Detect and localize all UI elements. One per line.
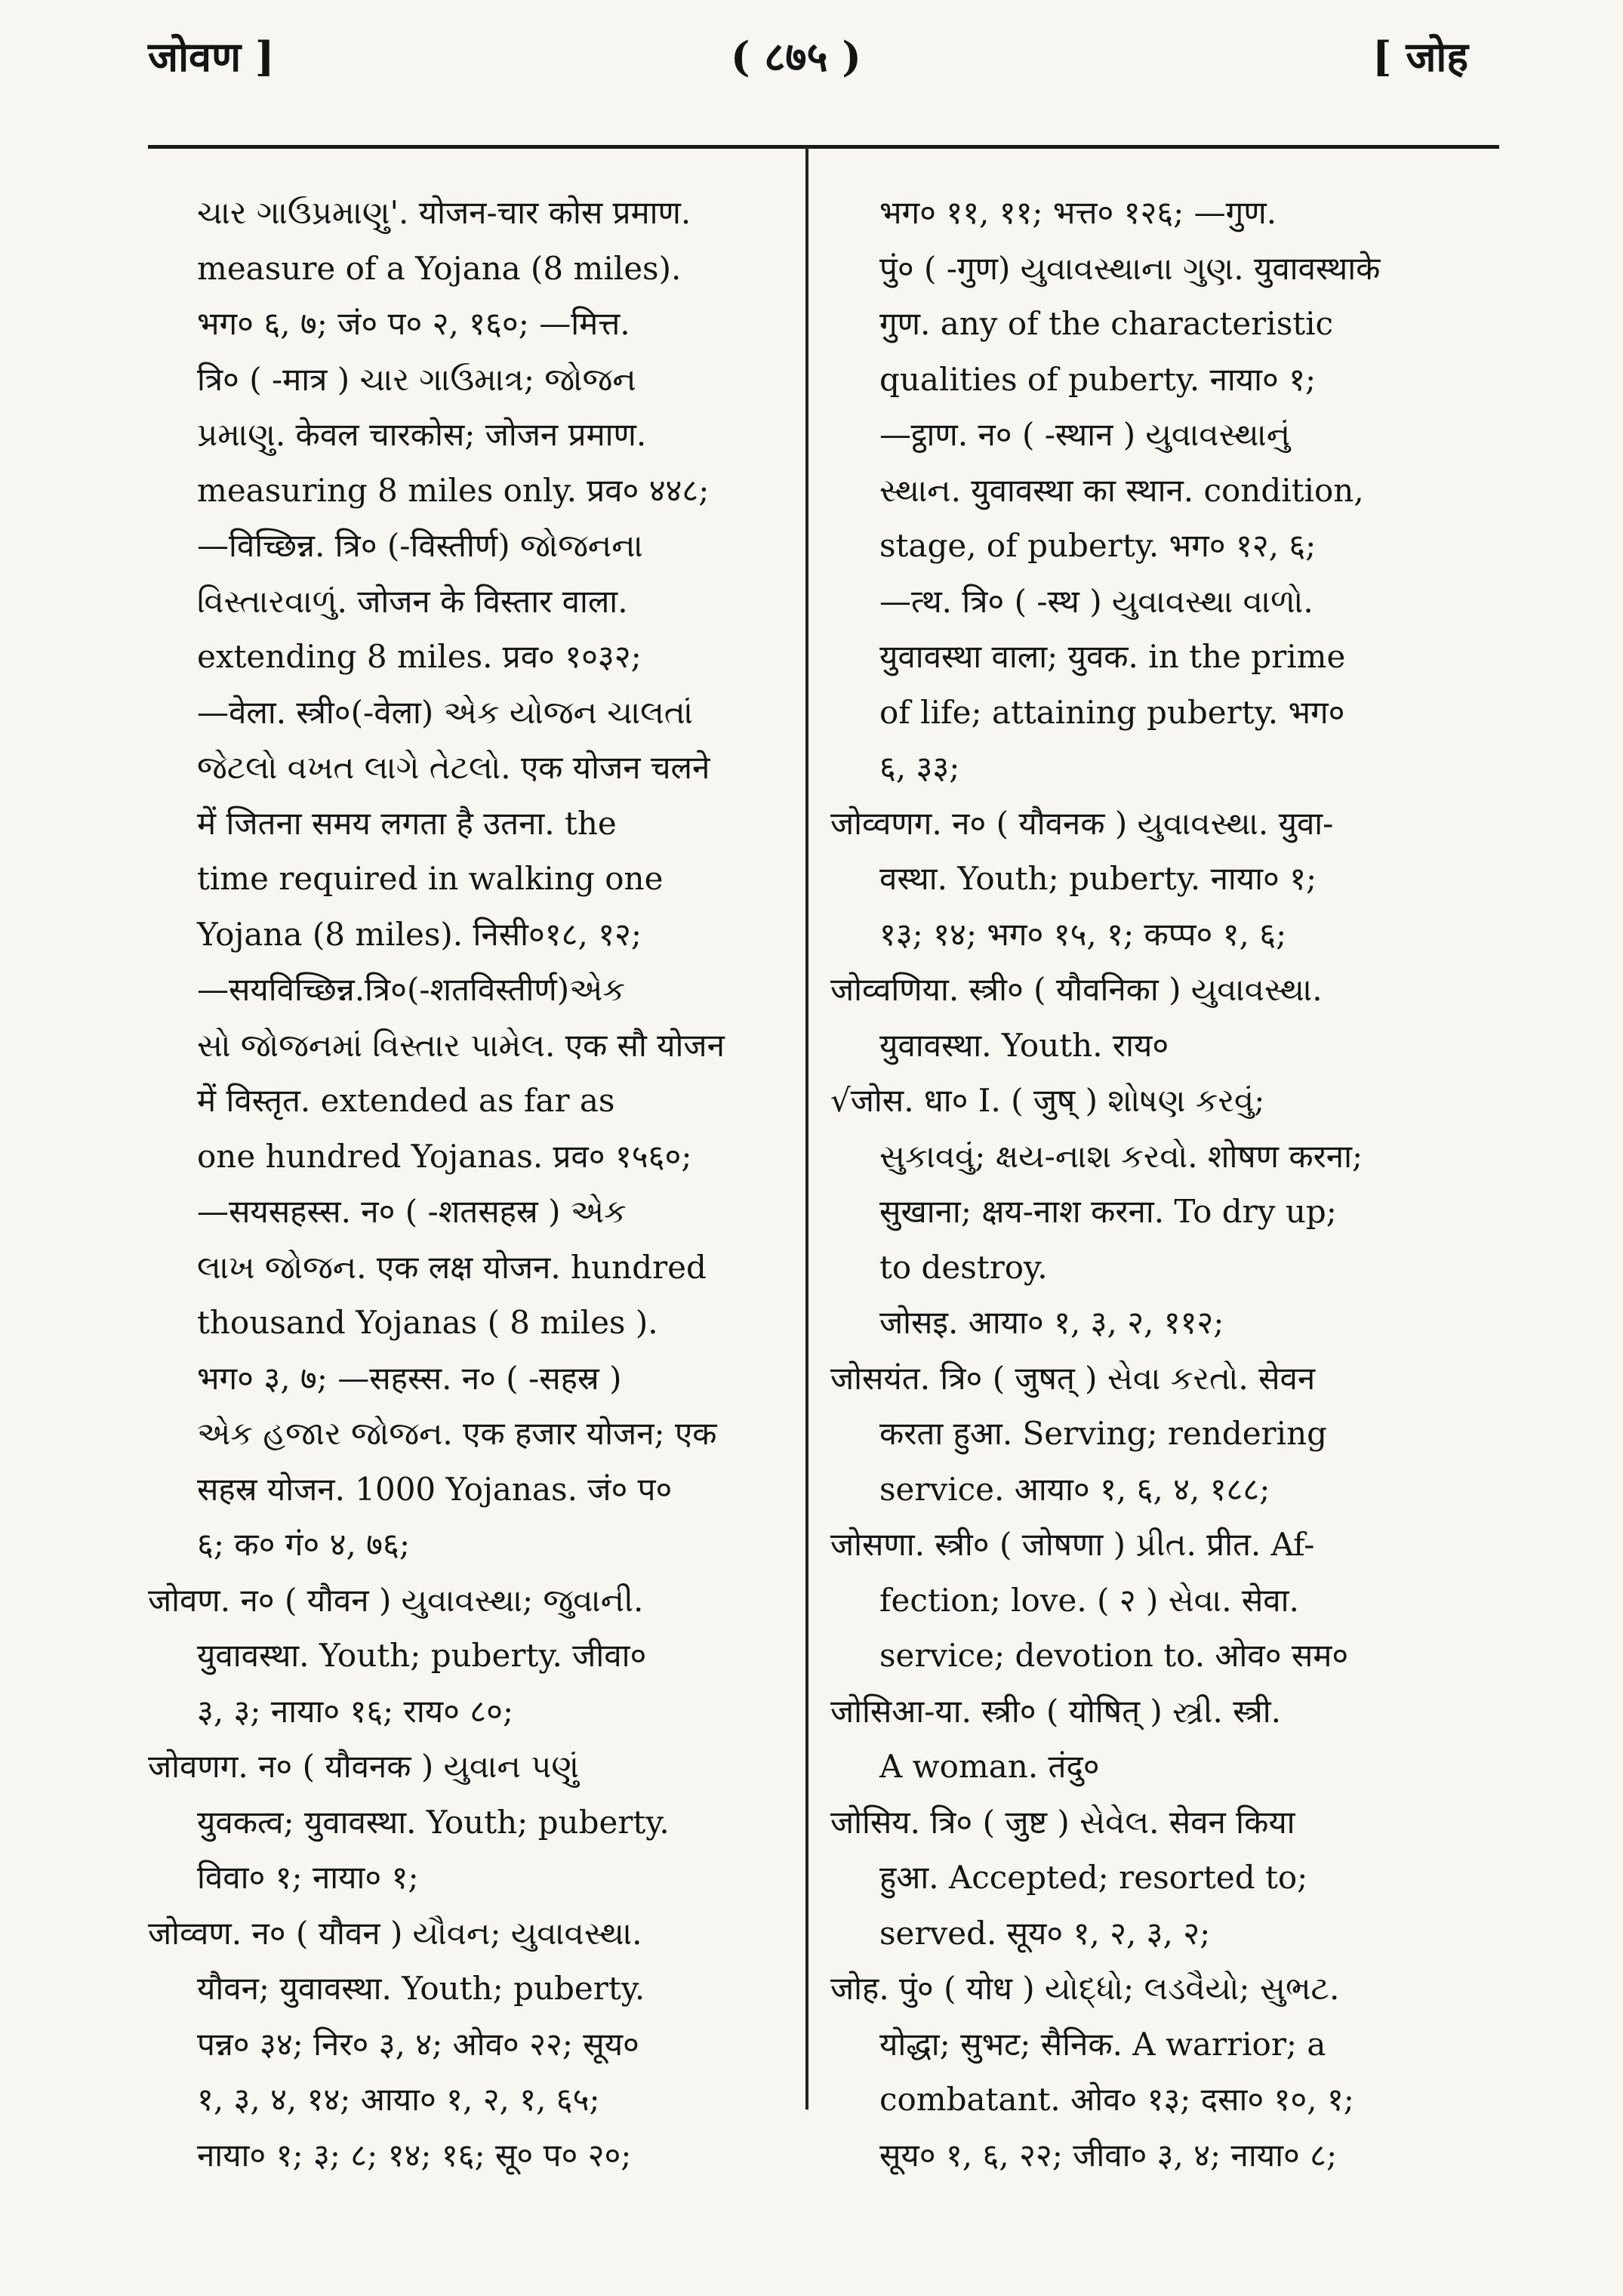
entry-line: fection; love. ( २ ) સેવા. सेवा.	[879, 1581, 1299, 1619]
entry-line: ચાર ગાઉપ્રમાણુ'. योजन-चार कोस प्रमाण.	[197, 194, 691, 231]
entry-line: पन्न० ३४; निर० ३, ४; ओव० २२; सूय०	[197, 2025, 639, 2063]
entry-line: qualities of puberty. नाया० १;	[879, 360, 1317, 398]
headword-line: जोवणग. न० ( यौवनक ) યુવાન પણું	[148, 1748, 579, 1785]
entry-line: ३, ३; नाया० १६; राय० ८०;	[197, 1692, 514, 1730]
entry-line: —ट्ठाण. न० ( -स्थान ) યુવાવસ્થાનું	[879, 416, 1291, 453]
entry-line: —त्थ. त्रि० ( -स्थ ) યુવાવસ્થા વાળો.	[879, 582, 1313, 620]
entry-line: युवावस्था. Youth; puberty. जीवा०	[197, 1637, 647, 1674]
entry-line: measuring 8 miles only. प्रव० ४४८;	[197, 471, 710, 509]
entry-line: १३; १४; भग० १५, १; कप्प० १, ६;	[879, 915, 1287, 953]
entry-line: यौवन; युवावस्था. Youth; puberty.	[197, 1970, 645, 2007]
header-right-guideword: [ जोह	[1372, 32, 1469, 81]
headword-line: जोसणा. स्त्री० ( जोषणा ) પ્રીત. प्रीत. Af-	[830, 1526, 1315, 1563]
headword-line: √जोस. धा० I. ( जुष् ) શોષણ કરવું;	[830, 1082, 1265, 1119]
right-column	[830, 185, 1480, 2183]
entry-line: ६, ३३;	[879, 749, 960, 786]
entry-line: करता हुआ. Serving; rendering	[879, 1415, 1328, 1452]
entry-line: served. सूय० १, २, ३, २;	[879, 1914, 1211, 1952]
left-column	[148, 185, 782, 2183]
entry-line: सूय० १, ६, २२; जीवा० ३, ४; नाया० ८;	[879, 2136, 1338, 2174]
entry-line: गुण. any of the characteristic	[879, 305, 1334, 342]
header-rule	[148, 145, 1499, 149]
entry-line: भग० ३, ७; —सहस्स. न० ( -सहस्र )	[197, 1359, 622, 1397]
entry-line: stage, of puberty. भग० १२, ६;	[879, 527, 1317, 564]
entry-line: विवा० १; नाया० १;	[197, 1859, 419, 1896]
entry-line: नाया० १; ३; ८; १४; १६; सू० प० २०;	[197, 2136, 632, 2174]
page-number: ( ८७५ )	[731, 32, 861, 81]
entry-line: પ્રમાણુ. केवल चारकोस; जोजन प्रमाण.	[197, 416, 647, 453]
column-divider	[805, 146, 808, 2110]
entry-line: એક હજાર જોજન. एक हजार योजन; एक	[197, 1415, 717, 1452]
entry-line: त्रि० ( -मात्र ) ચાર ગાઉમાત્ર; જોજન	[197, 360, 636, 398]
entry-line: thousand Yojanas ( 8 miles ).	[197, 1304, 658, 1341]
entry-line: સો જોજનમાં વિસ્તાર પામેલ. एक सौ योजन	[197, 1026, 725, 1064]
entry-line: में जितना समय लगता है उतना. the	[197, 804, 617, 842]
entry-line: વિસ્તારવાળું. जोजन के विस्तार वाला.	[197, 582, 628, 620]
entry-line: Yojana (8 miles). निसी०१८, १२;	[197, 915, 642, 953]
headword-line: जोव्वणग. न० ( यौवनक ) યુવાવસ્થા. युवा-	[830, 804, 1334, 842]
entry-line: લાખ જોજન. एक लक्ष योजन. hundred	[197, 1248, 707, 1286]
entry-line: —सयविच्छिन्न.त्रि०(-शतविस्तीर्ण)એક	[197, 971, 626, 1008]
entry-line: पुं० ( -गुण) યુવાવસ્થાના ગુણ. युवावस्थाके	[879, 249, 1381, 287]
entry-line: સુકાવવું; ક્ષય-નાશ કરવો. शोषण करना;	[879, 1137, 1363, 1175]
entry-line: युवकत्व; युवावस्था. Youth; puberty.	[197, 1803, 670, 1841]
entry-line: જેટલો વખત લાગે તેટલો. एक योजन चलने	[197, 749, 710, 786]
entry-line: A woman. तंदु०	[879, 1748, 1100, 1785]
headword-line: जोसयंत. त्रि० ( जुषत् ) સેવા કરતો. सेवन	[830, 1359, 1316, 1397]
entry-line: योद्धा; सुभट; सैनिक. A warrior; a	[879, 2025, 1326, 2063]
entry-line: time required in walking one	[197, 860, 664, 897]
entry-line: में विस्तृत. extended as far as	[197, 1082, 615, 1119]
entry-line: service; devotion to. ओव० सम०	[879, 1637, 1349, 1674]
entry-line: हुआ. Accepted; resorted to;	[879, 1859, 1308, 1896]
entry-line: ६; क० गं० ४, ७६;	[197, 1526, 410, 1563]
headword-line: जोव्वण. न० ( यौवन ) યૌવન; યુવાવસ્થા.	[148, 1914, 642, 1952]
entry-line: युवावस्था. Youth. राय०	[879, 1026, 1169, 1064]
entry-line: —वेला. स्त्री०(-वेला) એક યોજન ચાલતાં	[197, 693, 694, 731]
entry-line: भग० ६, ७; जं० प० २, १६०; —मित्त.	[197, 305, 630, 342]
headword-line: जोव्वणिया. स्त्री० ( यौवनिका ) યુવાવસ્થા.	[830, 971, 1323, 1008]
headword-line: जोसिय. त्रि० ( जुष्ट ) સેવેલ. सेवन किया	[830, 1803, 1295, 1841]
header-left-guideword: जोवण ]	[148, 32, 275, 81]
entry-line: service. आया० १, ६, ४, १८८;	[879, 1470, 1270, 1508]
entry-line: સ્થાન. युवावस्था का स्थान. condition,	[879, 471, 1364, 509]
entry-line: १, ३, ४, १४; आया० १, २, १, ६५;	[197, 2081, 600, 2118]
entry-line: युवावस्था वाला; युवक. in the prime	[879, 638, 1346, 675]
entry-line: —सयसहस्स. न० ( -शतसहस्र ) એક	[197, 1193, 627, 1230]
entry-line: of life; attaining puberty. भग०	[879, 693, 1345, 731]
entry-line: सहस्र योजन. 1000 Yojanas. जं० प०	[197, 1470, 673, 1508]
entry-line: extending 8 miles. प्रव० १०३२;	[197, 638, 642, 675]
entry-line: वस्था. Youth; puberty. नाया० १;	[879, 860, 1317, 897]
entry-line: —विच्छिन्न. त्रि० (-विस्तीर्ण) જોજનના	[197, 527, 643, 564]
headword-line: जोवण. न० ( यौवन ) યુવાવસ્થા; જુવાની.	[148, 1581, 644, 1619]
headword-line: जोसिआ-या. स्त्री० ( योषित् ) સ્ત્રી. स्त्री.	[830, 1692, 1281, 1730]
entry-line: भग० ११, ११; भत्त० १२६; —गुण.	[879, 194, 1277, 231]
entry-line: combatant. ओव० १३; दसा० १०, १;	[879, 2081, 1354, 2118]
entry-line: one hundred Yojanas. प्रव० १५६०;	[197, 1137, 692, 1175]
entry-line: जोसइ. आया० १, ३, २, ११२;	[879, 1304, 1224, 1341]
entry-line: सुखाना; क्षय-नाश करना. To dry up;	[879, 1193, 1337, 1230]
entry-line: to destroy.	[879, 1248, 1048, 1286]
headword-line: जोह. पुं० ( योध ) યોદ્ધો; લડવૈયો; સુભટ.	[830, 1970, 1340, 2007]
entry-line: measure of a Yojana (8 miles).	[197, 249, 682, 287]
